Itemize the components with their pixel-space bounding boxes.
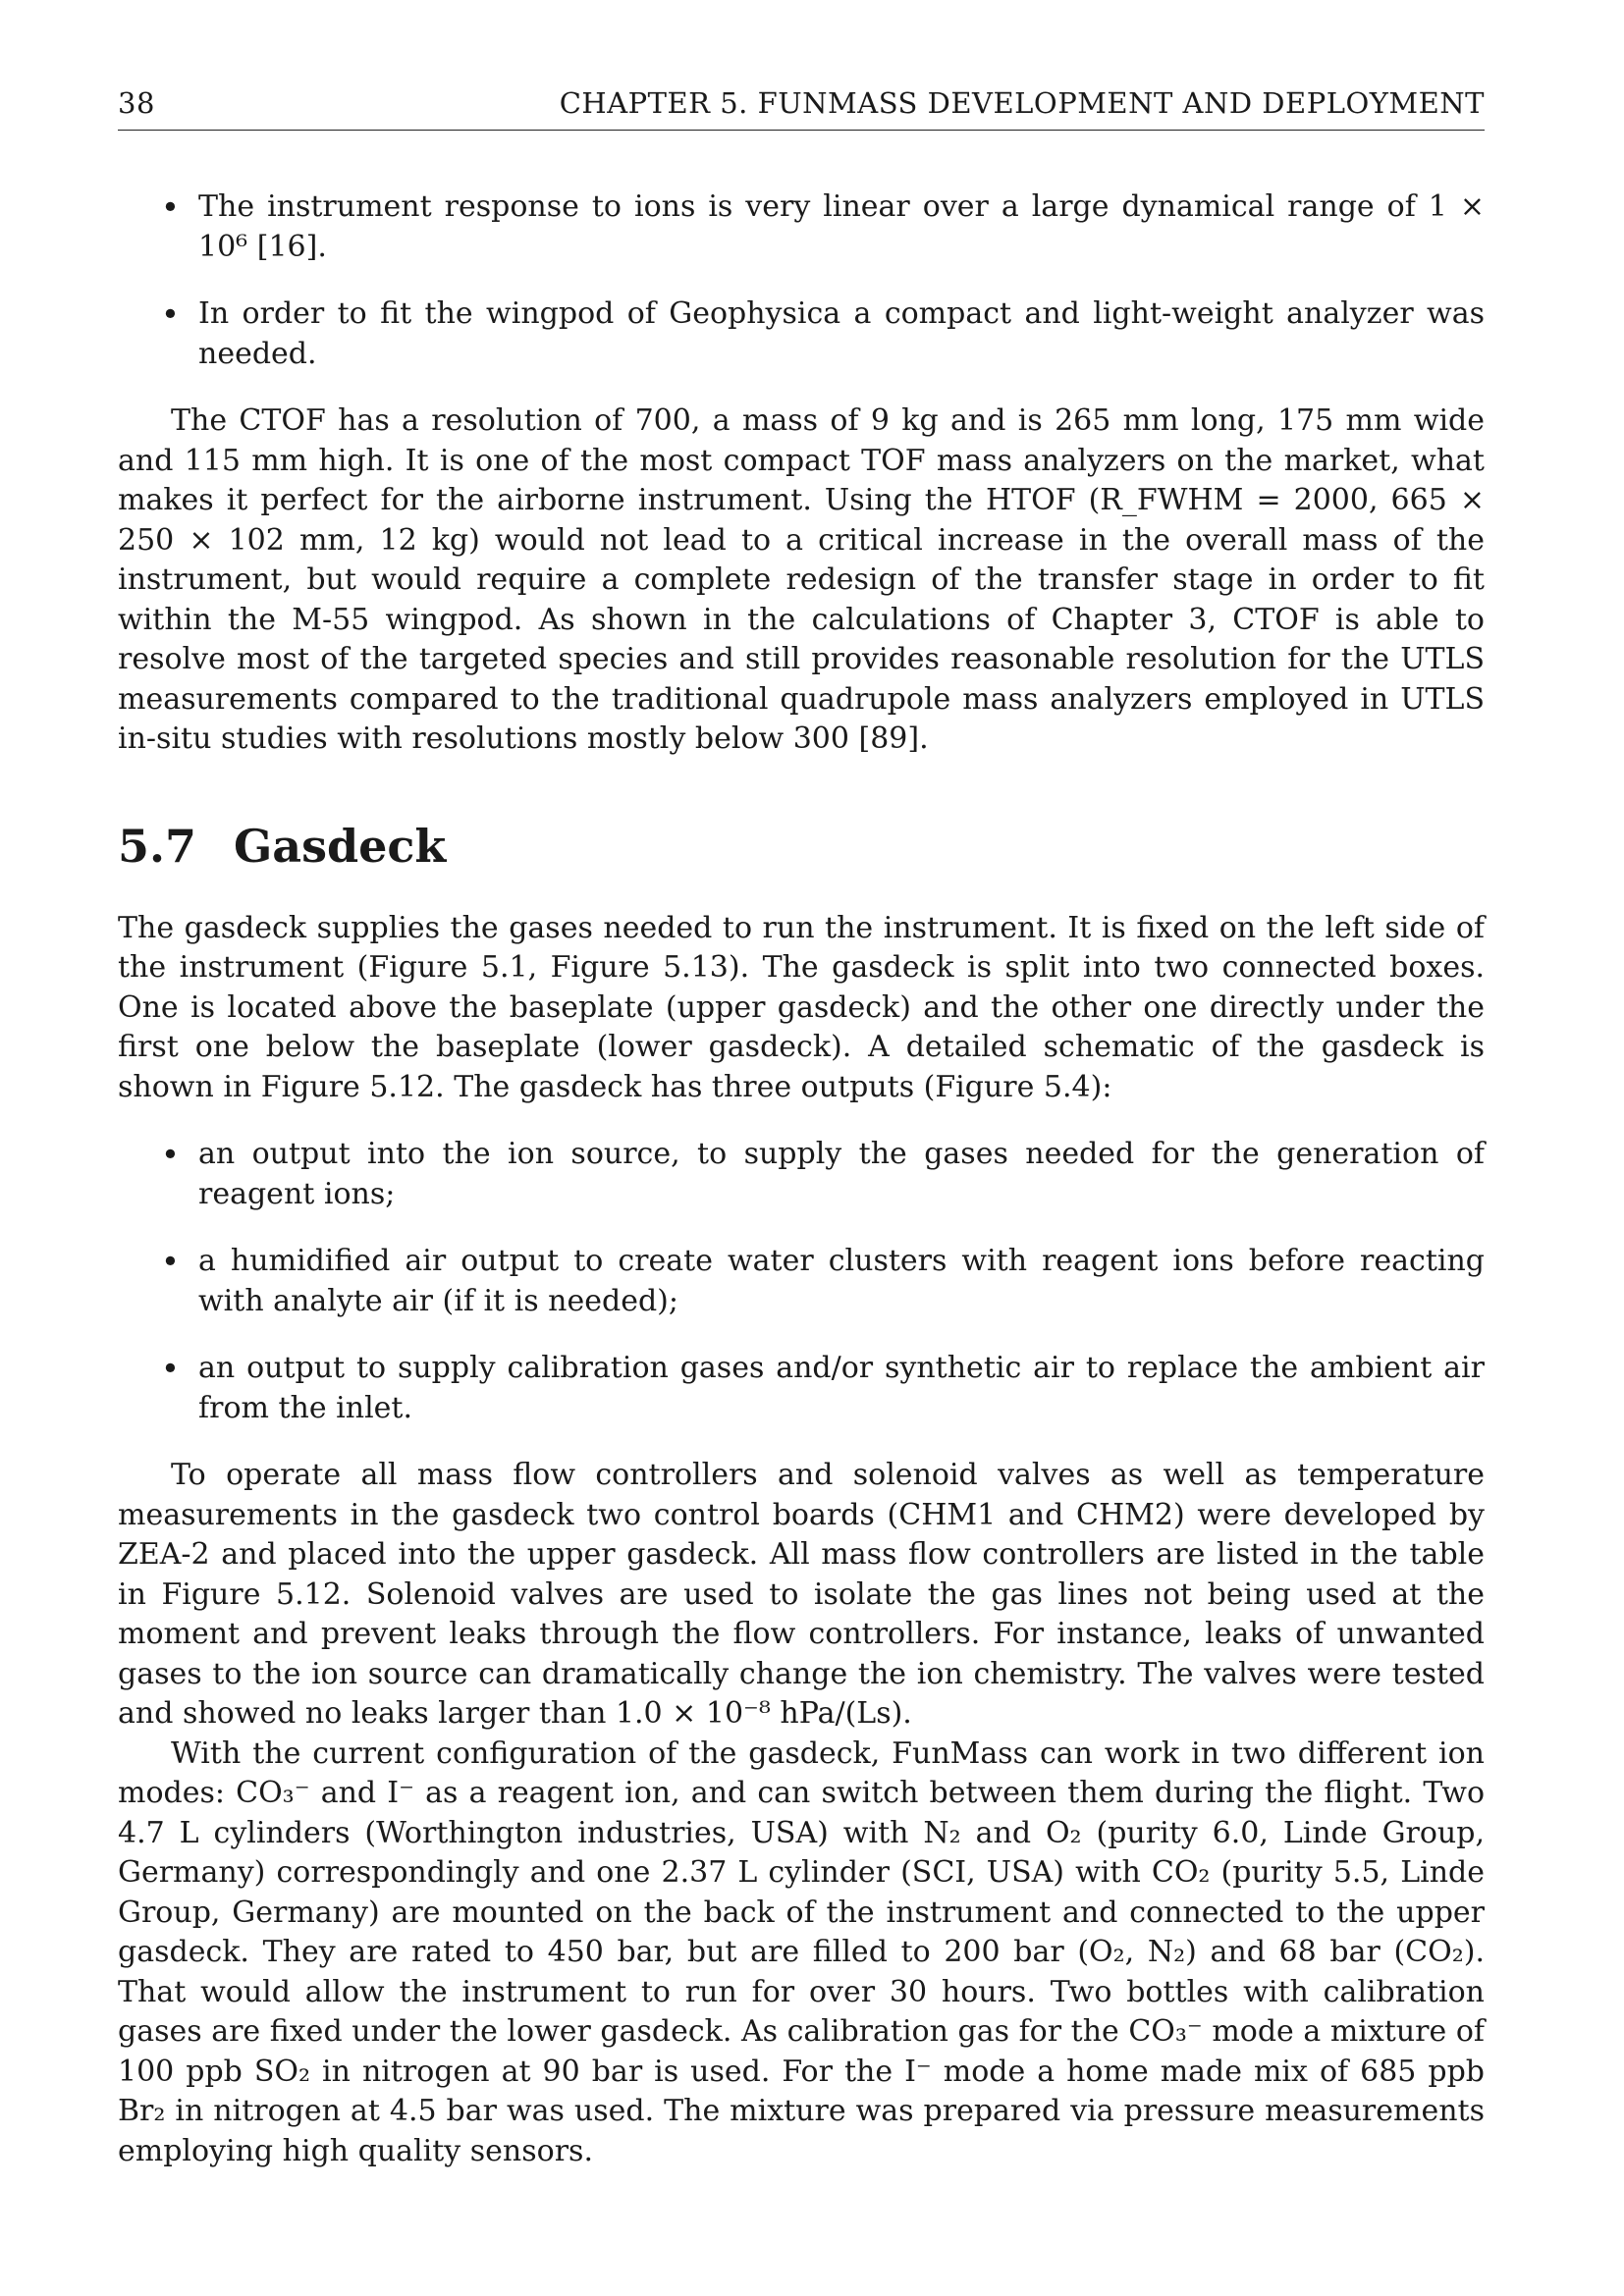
list-item: • an output to supply calibration gases and/or synthetic air to replace the ambient air from the inlet. bbox=[118, 1349, 1485, 1428]
running-head bbox=[118, 86, 1485, 131]
section-heading bbox=[118, 819, 1485, 874]
paragraph-ctof: The CTOF has a resolution of 700, a mass of 9 kg and is 265 mm long, 175 mm wide and 115 mm high. It is one of the most compact TOF mass analyzers on the market, what makes it perfect for the airborne instrument. Using the HTOF (R_FWHM = 2000, 665 × 250 × 102 mm, 12 kg) would not lead to a critical increase in the overall mass of the instrument, but would require a complete redesign of the transfer stage in order to fit within the M-55 wingpod. As shown in the calculations of Chapter 3, CTOF is able to resolve most of the targeted species and still provides reasonable resolution for the UTLS measurements compared to the traditional quadrupole mass analyzers employed in UTLS in-situ studies with resolutions mostly below 300 [89]. bbox=[118, 403, 1485, 756]
list-item: • The instrument response to ions is very linear over a large dynamical range of 1 × 10⁶ [16]. bbox=[118, 187, 1485, 267]
chapter-title: CHAPTER 5. FUNMASS DEVELOPMENT AND DEPLOYMENT bbox=[559, 86, 1485, 120]
section-title: Gasdeck bbox=[234, 819, 447, 873]
section-number: 5.7 bbox=[118, 819, 197, 873]
bullet-list-outputs bbox=[118, 1135, 1485, 1428]
body-text bbox=[118, 187, 1485, 2171]
paragraph-gasdeck: The gasdeck supplies the gases needed to run the instrument. It is fixed on the left side of the instrument (Figure 5.1, Figure 5.13). The gasdeck is split into two connected boxes. One is located above the baseplate (upper gasdeck) and the other one directly under the first one below the baseplate (lower gasdeck). A detailed schematic of the gasdeck is shown in Figure 5.12. The gasdeck has three outputs (Figure 5.4): bbox=[118, 910, 1485, 1104]
list-item: • In order to fit the wingpod of Geophysica a compact and light-weight analyzer was needed. bbox=[118, 294, 1485, 374]
bullet-list-top bbox=[118, 187, 1485, 374]
page-number: 38 bbox=[118, 86, 155, 120]
paragraph-configuration: With the current configuration of the gasdeck, FunMass can work in two different ion modes: CO₃⁻ and I⁻ as a reagent ion, and can switch between them during the flight. Two 4.7 L cylinders (Worthington industries, USA) with N₂ and O₂ (purity 6.0, Linde Group, Germany) correspondingly and one 2.37 L cylinder (SCI, USA) with CO₂ (purity 5.5, Linde Group, Germany) are mounted on the back of the instrument and connected to the upper gasdeck. They are rated to 450 bar, but are filled to 200 bar (O₂, N₂) and 68 bar (CO₂). That would allow the instrument to run for over 30 hours. Two bottles with calibration gases are fixed under the lower gasdeck. As calibration gas for the CO₃⁻ mode a mixture of 100 ppb SO₂ in nitrogen at 90 bar is used. For the I⁻ mode a home made mix of 685 ppb Br₂ in nitrogen at 4.5 bar was used. The mixture was prepared via pressure measurements employing high quality sensors. bbox=[118, 1735, 1485, 2168]
paragraph-control-boards: To operate all mass flow controllers and solenoid valves as well as temperature measurements in the gasdeck two control boards (CHM1 and CHM2) were developed by ZEA-2 and placed into the upper gasdeck. All mass flow controllers are listed in the table in Figure 5.12. Solenoid valves are used to isolate the gas lines not being used at the moment and prevent leaks through the flow controllers. For instance, leaks of unwanted gases to the ion source can dramatically change the ion chemistry. The valves were tested and showed no leaks larger than 1.0 × 10⁻⁸ hPa/(Ls). bbox=[118, 1458, 1485, 1731]
page bbox=[118, 86, 1485, 2171]
list-item: • an output into the ion source, to supply the gases needed for the generation of reagent ions; bbox=[118, 1135, 1485, 1214]
list-item: • a humidified air output to create water clusters with reagent ions before reacting with analyte air (if it is needed); bbox=[118, 1242, 1485, 1321]
